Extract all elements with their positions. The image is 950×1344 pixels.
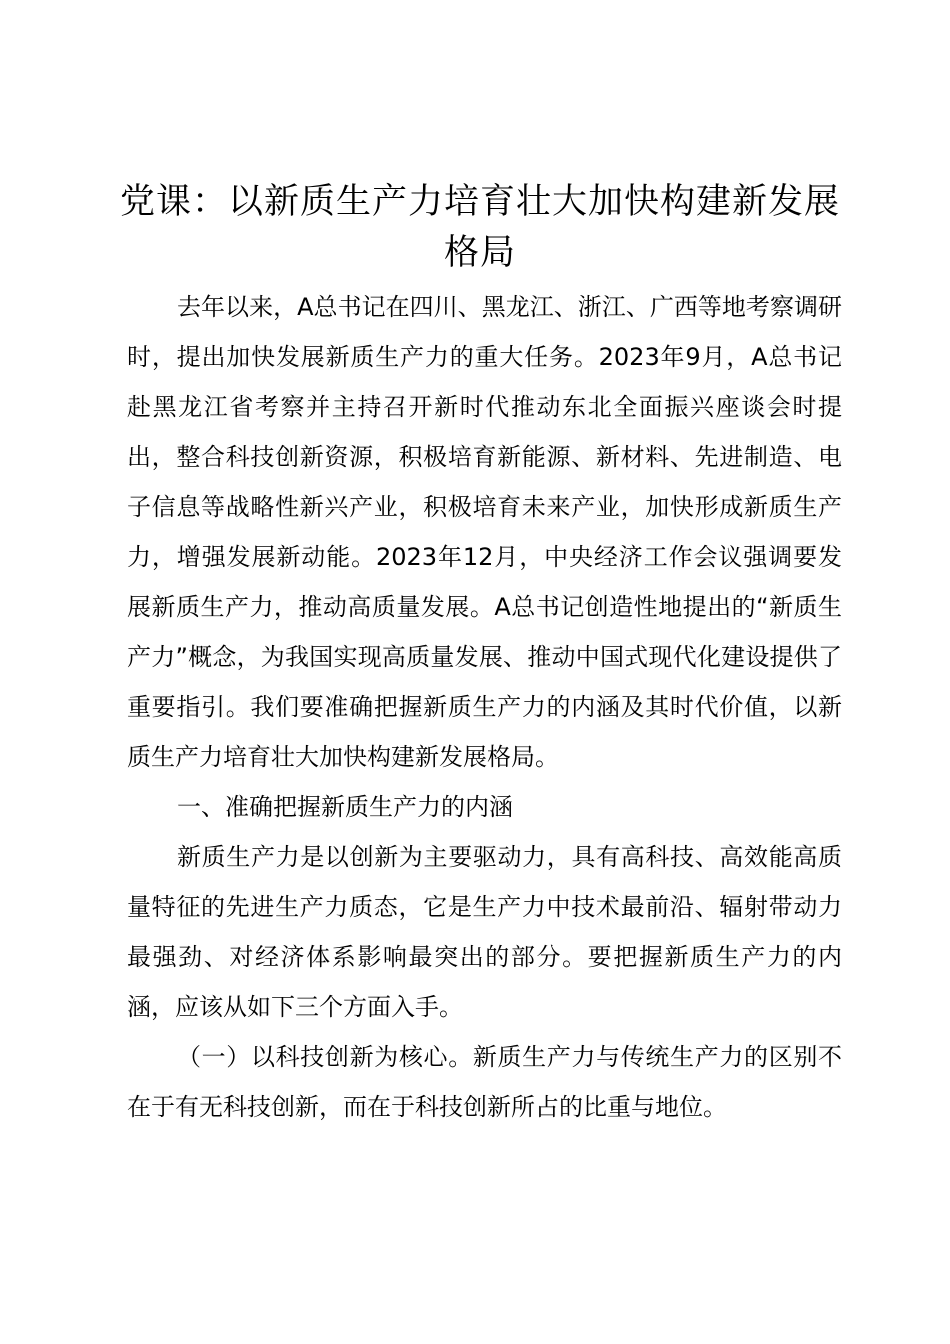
paragraph-subsection-1: （一）以科技创新为核心。新质生产力与传统生产力的区别不在于有无科技创新，而在于科技创新所占的比重与地位。	[127, 1043, 842, 1121]
paragraph-intro: 去年以来，A总书记在四川、黑龙江、浙江、广西等地考察调研时，提出加快发展新质生产力的重大任务。2023年9月，A总书记赴黑龙江省考察并主持召开新时代推动东北全面振兴座谈会时提出，整合科技创新资源，积极培育新能源、新材料、先进制造、电子信息等战略性新兴产业，积极培育未来产业，加快形成新质生产力，增强发展新动能。2023年12月，中央经济工作会议强调要发展新质生产力，推动高质量发展。A总书记创造性地提出的“新质生产力”概念，为我国实现高质量发展、推动中国式现代化建设提供了重要指引。我们要准确把握新质生产力的内涵及其时代价值，以新质生产力培育壮大加快构建新发展格局。	[127, 293, 842, 771]
section-heading-1: 一、准确把握新质生产力的内涵	[177, 793, 513, 821]
document-body	[127, 282, 842, 1132]
paragraph-definition: 新质生产力是以创新为主要驱动力，具有高科技、高效能高质量特征的先进生产力质态，它是生产力中技术最前沿、辐射带动力最强劲、对经济体系影响最突出的部分。要把握新质生产力的内涵，应该从如下三个方面入手。	[127, 843, 842, 1021]
document-title: 党课：以新质生产力培育壮大加快构建新发展格局	[120, 182, 841, 273]
